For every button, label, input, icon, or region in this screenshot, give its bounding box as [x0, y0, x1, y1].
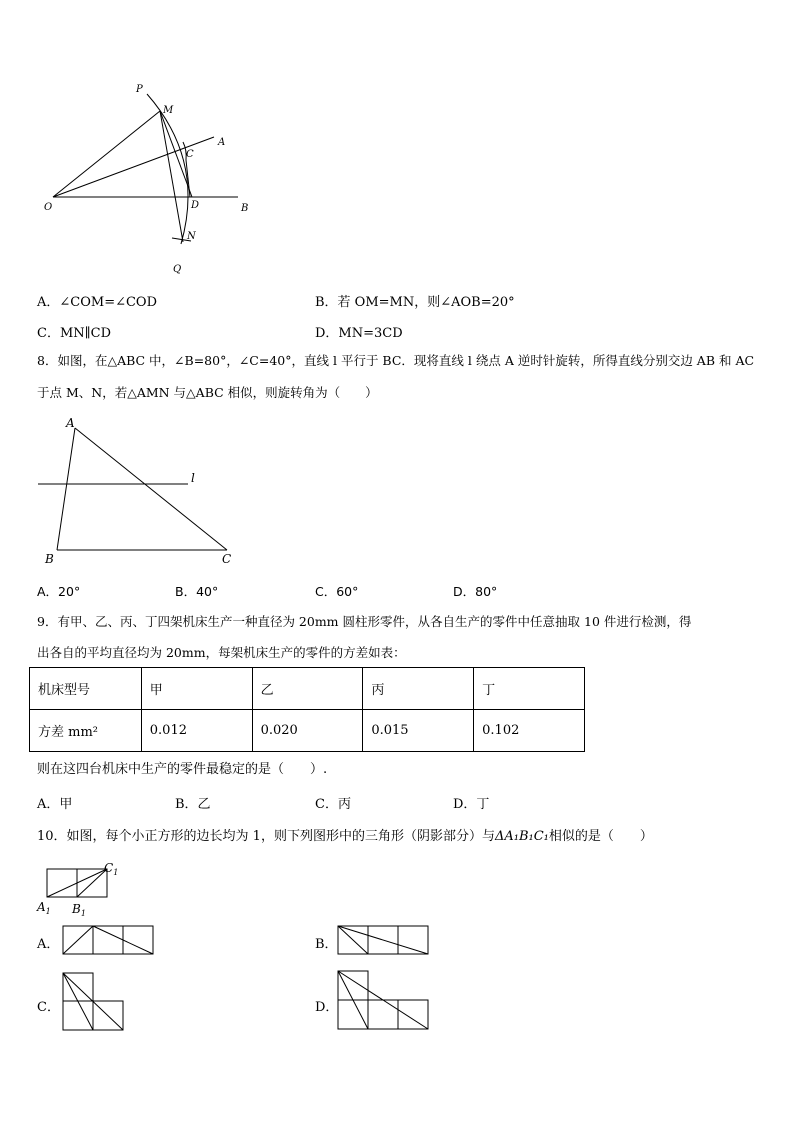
label-d: D: [191, 200, 200, 211]
table-cell: 0.012: [141, 710, 252, 752]
q8-question-line2: 于点 M、N，若△AMN 与△ABC 相似，则旋转角为（ ）: [37, 385, 378, 400]
label-n: N: [187, 231, 196, 242]
q10-option-d-figure[interactable]: [335, 968, 431, 1032]
q7-option-b[interactable]: B．若 OM=MN，则∠AOB=20°: [315, 295, 515, 310]
label-m: M: [163, 105, 174, 116]
q8-figure: [30, 410, 240, 570]
q7-option-d[interactable]: D．MN=3CD: [315, 326, 403, 341]
table-row: [30, 710, 585, 752]
label-a: A: [218, 137, 226, 148]
q10-question-end: 相似的是（ ）: [548, 829, 653, 844]
q10-question-start: 10．如图，每个小正方形的边长均为 1，则下列图形中的三角形（阴影部分）与: [37, 829, 495, 844]
triangle-side: [63, 926, 93, 954]
q10-triangle-symbol: ΔA₁B₁C₁: [494, 829, 549, 844]
q10-option-a[interactable]: A．: [37, 937, 60, 952]
grid-square: [63, 1001, 93, 1030]
q10-option-b[interactable]: B．: [315, 937, 338, 952]
grid-square: [47, 869, 77, 897]
label-c: C: [222, 552, 232, 566]
q9-question-prompt: 则在这四台机床中生产的零件最稳定的是（ ）.: [37, 762, 328, 777]
segment-b1c1: [77, 869, 107, 897]
q10-option-b-figure[interactable]: [335, 922, 431, 958]
table-cell: 丁: [474, 668, 585, 710]
table-cell: 丙: [363, 668, 474, 710]
grid-square: [123, 926, 153, 954]
label-c1: $C_1$: [104, 861, 119, 877]
grid-square: [338, 971, 368, 1000]
segment-mn: [160, 111, 183, 242]
ray-oa: [53, 137, 214, 197]
label-a1: $A_1$: [37, 900, 51, 916]
label-b: B: [241, 203, 249, 214]
table-cell: 0.015: [363, 710, 474, 752]
label-o: O: [44, 202, 53, 213]
q9-option-a[interactable]: A．甲: [37, 797, 73, 812]
q8-option-b[interactable]: B．40°: [175, 584, 219, 599]
q10-question: [37, 829, 653, 845]
table-cell: 方差 mm²: [30, 710, 142, 752]
label-a: A: [66, 416, 75, 430]
q10-option-c[interactable]: C．: [37, 1000, 60, 1015]
grid-square: [93, 926, 123, 954]
table-cell: 机床型号: [30, 668, 142, 710]
q9-question-line2: 出各自的平均直径均为 20mm，每架机床生产的零件的方差如表：: [37, 645, 406, 660]
q10-option-d[interactable]: D．: [315, 1000, 339, 1015]
variance-table: [29, 667, 585, 752]
grid-square: [338, 1000, 368, 1029]
table-cell: 甲: [141, 668, 252, 710]
q10-reference-figure: [34, 858, 124, 920]
label-c: C: [186, 149, 194, 160]
q10-option-a-figure[interactable]: [60, 922, 156, 958]
q8-question-line1: 8．如图，在△ABC 中，∠B=80°，∠C=40°，直线 l 平行于 BC．现将直线 l 绕点 A 逆时针旋转，所得直线分别交边 AB 和 AC: [37, 353, 755, 368]
table-cell: 0.020: [252, 710, 363, 752]
label-p: P: [136, 84, 143, 95]
q10-option-c-figure[interactable]: [60, 970, 126, 1034]
label-b: B: [45, 552, 54, 566]
ray-om: [53, 111, 160, 197]
label-l: l: [191, 471, 195, 485]
q9-option-d[interactable]: D．丁: [453, 797, 490, 812]
table-cell: 乙: [252, 668, 363, 710]
table-header-row: [30, 668, 585, 710]
grid-square: [398, 1000, 428, 1029]
table-cell: 0.102: [474, 710, 585, 752]
q7-figure: [30, 78, 270, 278]
label-q: Q: [173, 264, 182, 275]
q7-option-c[interactable]: C．MN∥CD: [37, 326, 112, 341]
segment-ab: [57, 428, 75, 550]
q9-question-line1: 9．有甲、乙、丙、丁四架机床生产一种直径为 20mm 圆柱形零件，从各自生产的零件中任意抽取 10 件进行检测，得: [37, 614, 692, 629]
label-b1: $B_1$: [72, 902, 86, 918]
q9-option-c[interactable]: C．丙: [315, 797, 351, 812]
grid-square: [368, 1000, 398, 1029]
q8-option-a[interactable]: A．20°: [37, 584, 81, 599]
q8-option-d[interactable]: D．80°: [453, 584, 498, 599]
q7-option-a[interactable]: A．∠COM=∠COD: [37, 295, 158, 310]
segment-ac: [75, 428, 227, 550]
q8-option-c[interactable]: C．60°: [315, 584, 359, 599]
q9-option-b[interactable]: B．乙: [175, 797, 211, 812]
triangle-side: [338, 926, 428, 954]
